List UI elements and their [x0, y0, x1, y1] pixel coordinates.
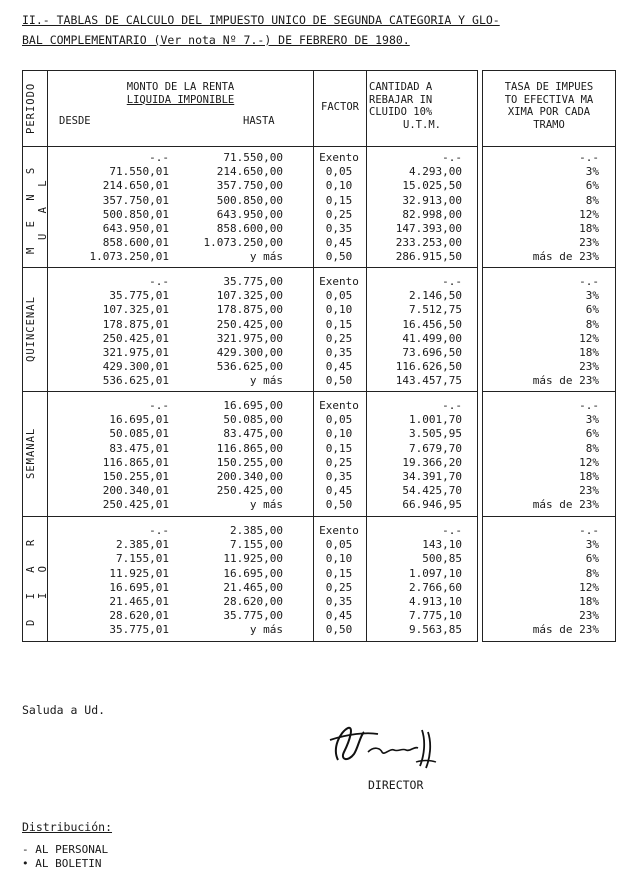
- cell-desde: 357.750,01: [102, 193, 169, 207]
- cell-factor: 0,15: [325, 566, 353, 580]
- cell-desde: 150.255,01: [102, 470, 169, 483]
- cell-hasta: y más: [249, 623, 283, 637]
- cell-desde: 21.465,01: [109, 595, 169, 608]
- cell-tasa: 6%: [585, 179, 599, 193]
- cell-desde: 35.775,01: [109, 623, 169, 637]
- distribution-title: Distribución:: [22, 820, 113, 834]
- cell-cantidad: 7.775,10: [409, 609, 462, 623]
- header-cantidad: [369, 81, 475, 131]
- cell-hasta: 321.975,00: [216, 331, 283, 345]
- header-monto-line2: LIQUIDA IMPONIBLE: [126, 93, 235, 106]
- cell-factor: 0,50: [325, 623, 353, 637]
- cell-hasta: 2.385,00: [230, 524, 283, 537]
- director-title: DIRECTOR: [368, 778, 424, 792]
- cell-tasa: 6%: [585, 552, 599, 566]
- cell-desde: 321.975,01: [102, 346, 169, 359]
- cell-tasa: 8%: [585, 441, 599, 455]
- cell-cantidad: 34.391,70: [402, 470, 462, 483]
- cell-tasa: -.-: [579, 399, 599, 412]
- cell-factor: 0,25: [325, 207, 353, 221]
- cell-cantidad: 233.253,00: [395, 236, 462, 250]
- header-divider: [23, 146, 477, 147]
- cell-factor: 0,25: [325, 455, 353, 469]
- header-tasa-line1: TASA DE IMPUES: [504, 81, 594, 93]
- cell-tasa: 18%: [579, 222, 599, 235]
- cell-desde: 107.325,01: [102, 303, 169, 317]
- cell-cantidad: 143.457,75: [395, 374, 462, 388]
- header-tasa-line4: TRAMO: [533, 118, 565, 131]
- cell-cantidad: 1.097,10: [409, 566, 462, 580]
- heading-line-1: II.- TABLAS DE CALCULO DEL IMPUESTO UNICO DE SEGUNDA CATEGORIA Y GLO-: [22, 13, 500, 27]
- period-label-mensual: M E N S U A L: [25, 160, 49, 254]
- cell-cantidad: -.-: [442, 399, 462, 412]
- cell-cantidad: 41.499,00: [402, 331, 462, 345]
- header-cantidad-line4: U.T.M.: [403, 118, 441, 131]
- cell-cantidad: -.-: [442, 151, 462, 164]
- cell-hasta: 16.695,00: [223, 399, 283, 412]
- cell-cantidad: 4.913,10: [409, 595, 462, 608]
- period-label-quincenal: QUINCENAL: [25, 296, 37, 362]
- cell-hasta: 35.775,00: [223, 275, 283, 288]
- cell-cantidad: 2.766,60: [409, 580, 462, 594]
- cell-tasa: 8%: [585, 317, 599, 331]
- period-divider-3: [23, 516, 477, 517]
- cell-cantidad: 116.626,50: [395, 360, 462, 374]
- cell-hasta: 35.775,00: [223, 609, 283, 623]
- distribution-item-boletin: • AL BOLETIN: [22, 857, 102, 870]
- cell-tasa: 12%: [579, 207, 599, 221]
- cell-tasa: 18%: [579, 346, 599, 359]
- cell-hasta: 1.073.250,00: [203, 236, 283, 250]
- header-periodo: PERIODO: [25, 82, 37, 134]
- cell-tasa: 12%: [579, 331, 599, 345]
- cell-cantidad: 500,85: [422, 552, 462, 566]
- cell-factor: 0,50: [325, 374, 353, 388]
- cell-hasta: 150.255,00: [216, 455, 283, 469]
- cell-cantidad: 7.512,75: [409, 303, 462, 317]
- cell-factor: 0,15: [325, 317, 353, 331]
- cell-tasa: -.-: [579, 524, 599, 537]
- header-tasa-line2: TO EFECTIVA MA: [504, 93, 594, 106]
- tax-table-main: [22, 70, 478, 642]
- cell-hasta: y más: [249, 374, 283, 388]
- cell-desde: 429.300,01: [102, 360, 169, 374]
- cell-cantidad: 147.393,00: [395, 222, 462, 235]
- cell-hasta: 429.300,00: [216, 346, 283, 359]
- cell-cantidad: 4.293,00: [409, 165, 462, 179]
- cell-desde: -.-: [149, 524, 169, 537]
- cell-factor: 0,05: [325, 538, 353, 552]
- cell-tasa: 18%: [579, 470, 599, 483]
- cell-hasta: 250.425,00: [216, 484, 283, 498]
- cell-desde: 858.600,01: [102, 236, 169, 250]
- cell-tasa: más de 23%: [532, 623, 599, 637]
- cell-tasa: 3%: [585, 413, 599, 427]
- cell-tasa: 6%: [585, 427, 599, 441]
- cell-hasta: 107.325,00: [216, 289, 283, 303]
- cell-cantidad: -.-: [442, 524, 462, 537]
- closing-greeting: Saluda a Ud.: [22, 703, 106, 717]
- header-monto: [53, 81, 308, 106]
- cell-cantidad: 66.946,95: [402, 498, 462, 512]
- cell-cantidad: 143,10: [422, 538, 462, 552]
- cell-hasta: 28.620,00: [223, 595, 283, 608]
- cell-cantidad: 32.913,00: [402, 193, 462, 207]
- header-cantidad-line3: CLUIDO 10%: [369, 106, 433, 118]
- cell-tasa: 23%: [579, 360, 599, 374]
- cell-factor: 0,15: [325, 441, 353, 455]
- cell-tasa: 23%: [579, 484, 599, 498]
- cell-hasta: 178.875,00: [216, 303, 283, 317]
- cell-factor: 0,10: [325, 303, 353, 317]
- cell-factor: 0,35: [325, 595, 353, 608]
- cell-cantidad: 286.915,50: [395, 250, 462, 264]
- cell-desde: 250.425,01: [102, 331, 169, 345]
- period-label-diario: D I A R I O: [25, 532, 49, 626]
- cell-cantidad: 73.696,50: [402, 346, 462, 359]
- cell-tasa: 8%: [585, 566, 599, 580]
- cell-factor: 0,15: [325, 193, 353, 207]
- header-hasta: HASTA: [243, 115, 275, 127]
- cell-factor: 0,10: [325, 179, 353, 193]
- cell-hasta: 83.475,00: [223, 427, 283, 441]
- cell-factor: 0,05: [325, 165, 353, 179]
- cell-tasa: 3%: [585, 289, 599, 303]
- cell-hasta: 858.600,00: [216, 222, 283, 235]
- cell-hasta: 250.425,00: [216, 317, 283, 331]
- cell-hasta: 200.340,00: [216, 470, 283, 483]
- cell-factor: Exento: [319, 275, 359, 288]
- cell-factor: 0,35: [325, 222, 353, 235]
- cell-tasa: más de 23%: [532, 250, 599, 264]
- cell-hasta: 11.925,00: [223, 552, 283, 566]
- cell-hasta: 357.750,00: [216, 179, 283, 193]
- cell-factor: Exento: [319, 151, 359, 164]
- cell-hasta: 214.650,00: [216, 165, 283, 179]
- cell-factor: 0,45: [325, 609, 353, 623]
- cell-tasa: 8%: [585, 193, 599, 207]
- cell-hasta: 21.465,00: [223, 580, 283, 594]
- cell-factor: 0,35: [325, 346, 353, 359]
- cell-desde: 71.550,01: [109, 165, 169, 179]
- cell-tasa: 18%: [579, 595, 599, 608]
- header-factor: FACTOR: [321, 101, 359, 113]
- cell-desde: 35.775,01: [109, 289, 169, 303]
- cell-desde: -.-: [149, 399, 169, 412]
- cell-desde: 2.385,01: [116, 538, 169, 552]
- header-cantidad-line1: CANTIDAD A: [369, 81, 433, 93]
- cell-desde: 178.875,01: [102, 317, 169, 331]
- cell-hasta: 16.695,00: [223, 566, 283, 580]
- cell-tasa: -.-: [579, 151, 599, 164]
- cell-factor: 0,45: [325, 360, 353, 374]
- distribution-item-personal: - AL PERSONAL: [22, 843, 109, 856]
- period-label-semanal: SEMANAL: [25, 427, 37, 479]
- cell-desde: 7.155,01: [116, 552, 169, 566]
- cell-factor: 0,10: [325, 427, 353, 441]
- cell-cantidad: 9.563,85: [409, 623, 462, 637]
- cell-cantidad: 16.456,50: [402, 317, 462, 331]
- cell-desde: -.-: [149, 151, 169, 164]
- cell-hasta: 500.850,00: [216, 193, 283, 207]
- cell-cantidad: -.-: [442, 275, 462, 288]
- cell-cantidad: 3.505,95: [409, 427, 462, 441]
- cell-factor: 0,25: [325, 580, 353, 594]
- tasa-divider-3: [483, 516, 615, 517]
- header-cantidad-line2: REBAJAR IN: [369, 93, 433, 106]
- cell-desde: 116.865,01: [102, 455, 169, 469]
- cell-tasa: 3%: [585, 165, 599, 179]
- header-tasa: [485, 81, 613, 131]
- cell-tasa: más de 23%: [532, 498, 599, 512]
- director-signature: [318, 718, 468, 773]
- cell-desde: 83.475,01: [109, 441, 169, 455]
- cell-desde: 500.850,01: [102, 207, 169, 221]
- cell-hasta: y más: [249, 498, 283, 512]
- cell-desde: 250.425,01: [102, 498, 169, 512]
- document-heading: [22, 10, 612, 50]
- cell-hasta: 643.950,00: [216, 207, 283, 221]
- cell-tasa: 3%: [585, 538, 599, 552]
- col-divider-period: [47, 71, 48, 641]
- cell-factor: Exento: [319, 399, 359, 412]
- cell-tasa: 23%: [579, 236, 599, 250]
- header-tasa-line3: XIMA POR CADA: [507, 106, 591, 118]
- cell-hasta: y más: [249, 250, 283, 264]
- cell-hasta: 536.625,00: [216, 360, 283, 374]
- cell-desde: 214.650,01: [102, 179, 169, 193]
- cell-cantidad: 2.146,50: [409, 289, 462, 303]
- cell-factor: Exento: [319, 524, 359, 537]
- cell-cantidad: 54.425,70: [402, 484, 462, 498]
- cell-desde: 50.085,01: [109, 427, 169, 441]
- cell-desde: 16.695,01: [109, 580, 169, 594]
- cell-desde: 536.625,01: [102, 374, 169, 388]
- cell-desde: 11.925,01: [109, 566, 169, 580]
- cell-hasta: 50.085,00: [223, 413, 283, 427]
- period-divider-2: [23, 391, 477, 392]
- cell-desde: 16.695,01: [109, 413, 169, 427]
- tasa-divider-2: [483, 391, 615, 392]
- cell-tasa: 6%: [585, 303, 599, 317]
- cell-desde: 643.950,01: [102, 222, 169, 235]
- cell-tasa: 12%: [579, 455, 599, 469]
- cell-factor: 0,05: [325, 413, 353, 427]
- heading-line-2: BAL COMPLEMENTARIO (Ver nota Nº 7.-) DE FEBRERO DE 1980.: [22, 33, 410, 47]
- cell-cantidad: 1.001,70: [409, 413, 462, 427]
- cell-factor: 0,45: [325, 236, 353, 250]
- cell-factor: 0,05: [325, 289, 353, 303]
- cell-desde: 1.073.250,01: [89, 250, 169, 264]
- tasa-divider-1: [483, 267, 615, 268]
- cell-tasa: más de 23%: [532, 374, 599, 388]
- header-monto-line1: MONTO DE LA RENTA: [126, 81, 235, 93]
- cell-tasa: 23%: [579, 609, 599, 623]
- cell-desde: 28.620,01: [109, 609, 169, 623]
- cell-factor: 0,35: [325, 470, 353, 483]
- cell-factor: 0,10: [325, 552, 353, 566]
- cell-factor: 0,45: [325, 484, 353, 498]
- cell-factor: 0,25: [325, 331, 353, 345]
- tasa-header-divider: [483, 146, 615, 147]
- cell-desde: 200.340,01: [102, 484, 169, 498]
- cell-cantidad: 82.998,00: [402, 207, 462, 221]
- cell-factor: 0,50: [325, 498, 353, 512]
- cell-tasa: -.-: [579, 275, 599, 288]
- header-desde: DESDE: [59, 115, 91, 127]
- cell-hasta: 7.155,00: [230, 538, 283, 552]
- cell-factor: 0,50: [325, 250, 353, 264]
- cell-cantidad: 7.679,70: [409, 441, 462, 455]
- cell-cantidad: 15.025,50: [402, 179, 462, 193]
- cell-tasa: 12%: [579, 580, 599, 594]
- cell-desde: -.-: [149, 275, 169, 288]
- col-divider-monto: [313, 71, 314, 641]
- cell-hasta: 116.865,00: [216, 441, 283, 455]
- period-divider-1: [23, 267, 477, 268]
- tax-rate-table: [482, 70, 616, 642]
- cell-cantidad: 19.366,20: [402, 455, 462, 469]
- cell-hasta: 71.550,00: [223, 151, 283, 164]
